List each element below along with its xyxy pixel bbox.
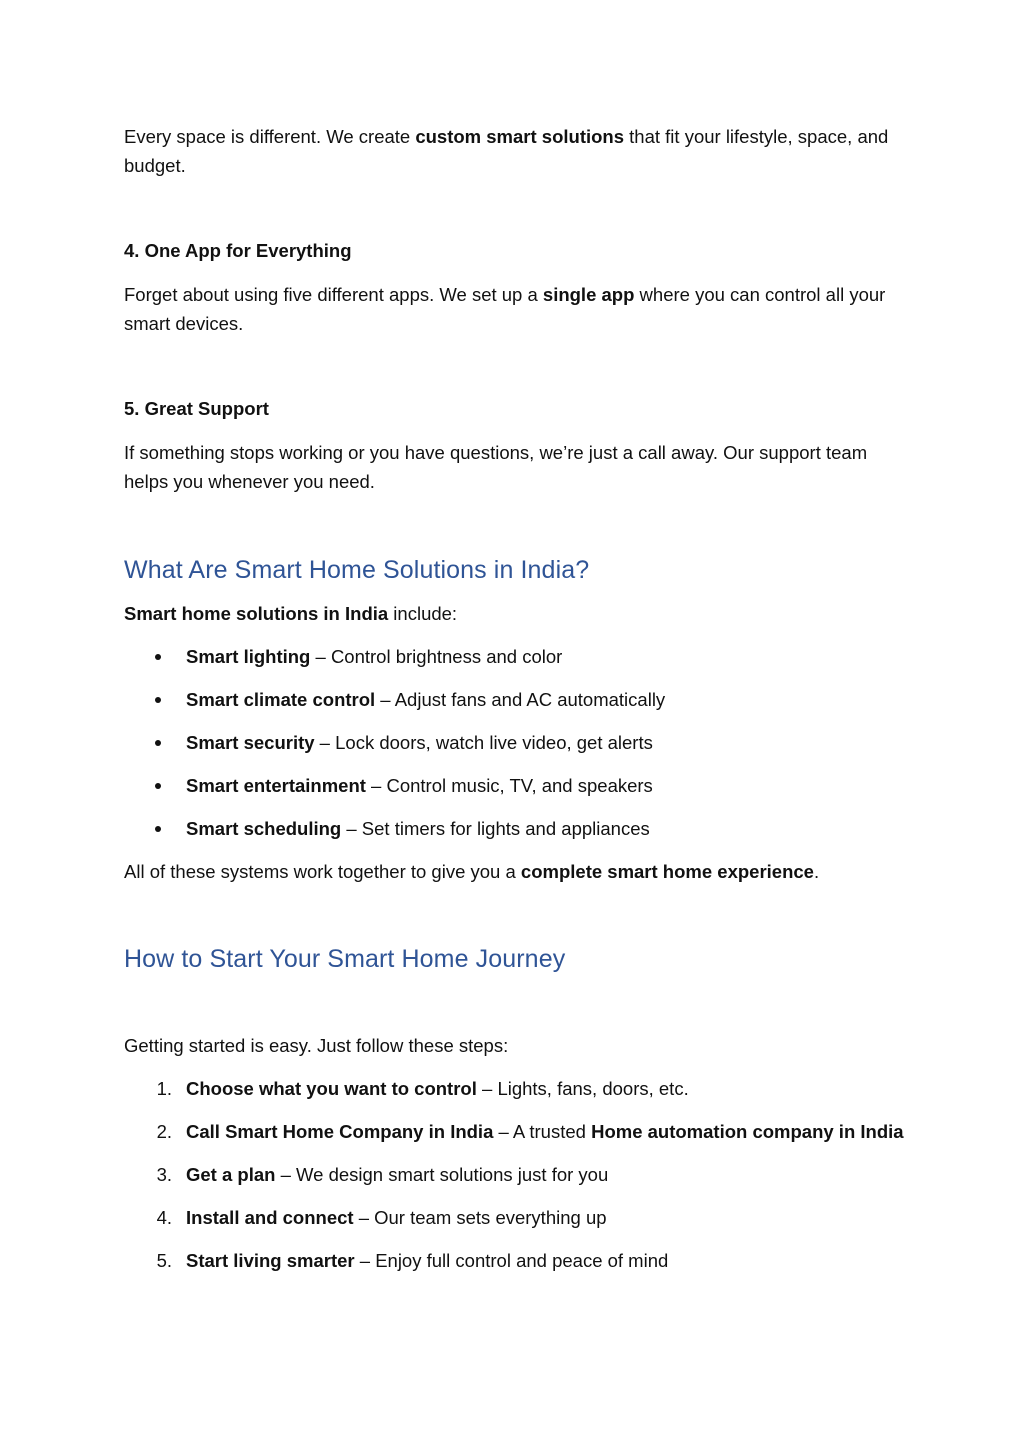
list-item xyxy=(156,1117,904,1146)
list-item xyxy=(156,1203,607,1232)
bold-text: Call Smart Home Company in India xyxy=(186,1121,494,1142)
bold-text: Smart home solutions in India xyxy=(124,603,389,624)
text: – Set timers for lights and appliances xyxy=(341,818,650,839)
text: Every space is different. We create xyxy=(124,126,416,147)
text: – Control music, TV, and speakers xyxy=(365,775,653,796)
text: – Our team sets everything up xyxy=(353,1207,607,1228)
list-number: 3. xyxy=(156,1164,172,1185)
list-item xyxy=(186,685,665,714)
text: include: xyxy=(388,603,458,624)
section-title-one-app: 4. One App for Everything xyxy=(124,240,352,261)
list-item xyxy=(186,771,653,800)
bold-text: Home automation company in India xyxy=(591,1121,904,1142)
solutions-intro xyxy=(124,599,457,628)
bold-text: Start living smarter xyxy=(186,1250,355,1271)
text: Forget about using five different apps. We set up a xyxy=(124,284,543,305)
text: – A trusted xyxy=(493,1121,592,1142)
text: . xyxy=(813,861,820,882)
text: – Adjust fans and AC automatically xyxy=(375,689,666,710)
bold-text: Smart security xyxy=(186,732,315,753)
support-paragraph: If something stops working or you have questions, we’re just a call away. Our support team helps you whenever you need. xyxy=(124,442,868,492)
text: – Enjoy full control and peace of mind xyxy=(354,1250,669,1271)
text: – Control brightness and color xyxy=(310,646,563,667)
bold-text: Install and connect xyxy=(186,1207,354,1228)
text: – Lock doors, watch live video, get alerts xyxy=(314,732,653,753)
bullet-icon xyxy=(155,654,161,660)
list-number: 1. xyxy=(156,1078,172,1099)
steps-intro: Getting started is easy. Just follow these steps: xyxy=(124,1035,509,1056)
text: All of these systems work together to give you a xyxy=(124,861,521,882)
section-title-great-support: 5. Great Support xyxy=(124,398,269,419)
bullet-icon xyxy=(155,740,161,746)
solutions-outro xyxy=(124,857,819,886)
bold-text: Smart climate control xyxy=(186,689,376,710)
list-item xyxy=(186,728,653,757)
list-item xyxy=(156,1246,669,1275)
bold-text: complete smart home experience xyxy=(520,861,814,882)
list-item xyxy=(186,642,562,671)
text: that fit your lifestyle, space, and budget. xyxy=(124,126,889,176)
bold-text: Smart lighting xyxy=(186,646,311,667)
list-item xyxy=(156,1160,609,1189)
intro-paragraph xyxy=(124,122,914,180)
heading-what-are-solutions: What Are Smart Home Solutions in India? xyxy=(124,556,590,584)
bullet-icon xyxy=(155,697,161,703)
list-number: 5. xyxy=(156,1250,172,1271)
bullet-icon xyxy=(155,826,161,832)
one-app-paragraph xyxy=(124,280,914,338)
list-item xyxy=(186,814,650,843)
bold-text: single app xyxy=(542,284,635,305)
heading-how-to-start: How to Start Your Smart Home Journey xyxy=(124,945,566,973)
bold-text: Smart entertainment xyxy=(186,775,366,796)
bold-text: Smart scheduling xyxy=(186,818,342,839)
text: – We design smart solutions just for you xyxy=(275,1164,609,1185)
text: – Lights, fans, doors, etc. xyxy=(476,1078,689,1099)
bullet-icon xyxy=(155,783,161,789)
list-number: 2. xyxy=(156,1121,172,1142)
text: where you can control all your smart devices. xyxy=(124,284,886,334)
list-item xyxy=(156,1074,689,1103)
bold-text: custom smart solutions xyxy=(415,126,625,147)
bold-text: Choose what you want to control xyxy=(186,1078,477,1099)
bold-text: Get a plan xyxy=(186,1164,276,1185)
list-number: 4. xyxy=(156,1207,172,1228)
